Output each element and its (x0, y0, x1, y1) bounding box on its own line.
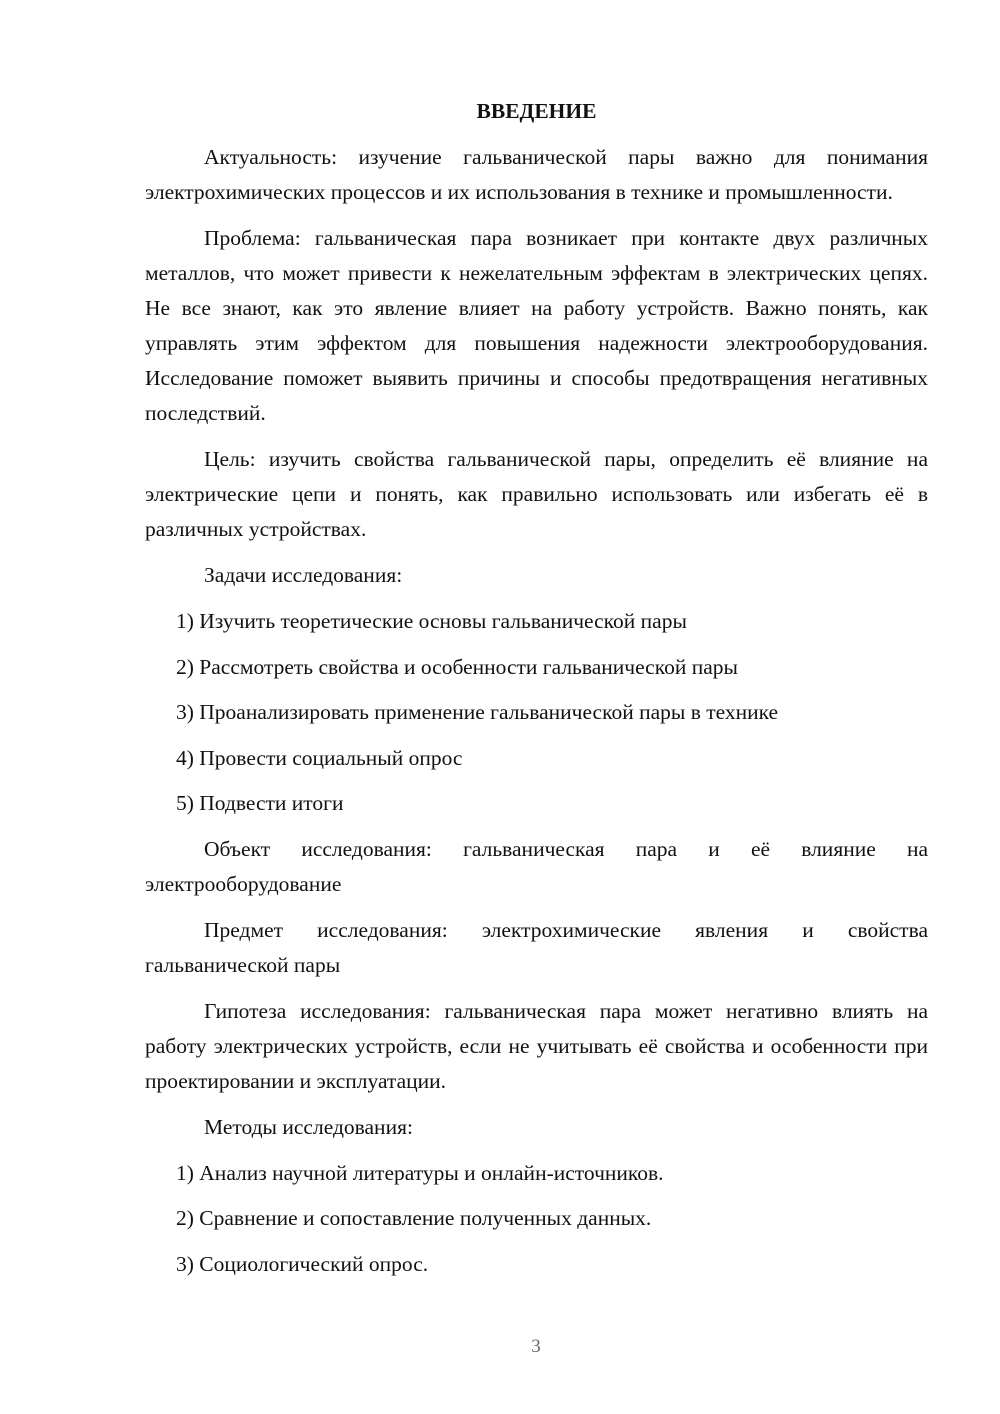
tasks-label: Задачи исследования: (204, 563, 403, 587)
page-number: 3 (531, 1336, 541, 1357)
list-item: 1) Изучить теоретические основы гальванической пары (176, 609, 687, 633)
list-item: 2) Рассмотреть свойства и особенности гальванической пары (176, 654, 738, 679)
list-item: 1) Анализ научной литературы и онлайн-источников. (176, 1160, 664, 1185)
methods-label: Методы исследования: (204, 1114, 413, 1139)
hypothesis-paragraph: Гипотеза исследования: гальваническая пара может негативно влиять на работу электрических устройств, если не учитывать её свойства и особенности при проектировании и эксплуатации. (145, 998, 928, 1093)
list-item: 4) Провести социальный опрос (176, 745, 463, 770)
methods-list (145, 1156, 928, 1282)
problem-paragraph: Проблема: гальваническая пара возникает при контакте двух различных металлов, что может привести к нежелательным эффектам в электрических цепях. Не все знают, как это явление влияет на работу устройств. Важно понять, как управлять этим эффектом для повышения надежности электрооборудования. Исследование поможет выявить причины и способы предотвращения негативных последствий. (145, 226, 928, 425)
list-item: 3) Социологический опрос. (176, 1251, 429, 1276)
goal-paragraph: Цель: изучить свойства гальванической пары, определить её влияние на электрические цепи и понять, как правильно использовать или избегать её в различных устройствах. (145, 447, 928, 541)
list-item: 5) Подвести итоги (176, 791, 344, 815)
page-title: ВВЕДЕНИЕ (476, 99, 597, 123)
tasks-list (145, 604, 928, 821)
subject-paragraph: Предмет исследования: электрохимические явления и свойства гальванической пары (145, 917, 928, 977)
object-paragraph: Объект исследования: гальваническая пара и её влияние на электрооборудование (145, 836, 928, 896)
list-item: 3) Проанализировать применение гальванической пары в технике (176, 700, 779, 724)
relevance-paragraph: Актуальность: изучение гальванической пары важно для понимания электрохимических процессов и их использования в технике и промышленности. (145, 145, 928, 204)
list-item: 2) Сравнение и сопоставление полученных данных. (176, 1206, 652, 1230)
page-content (145, 96, 928, 1292)
